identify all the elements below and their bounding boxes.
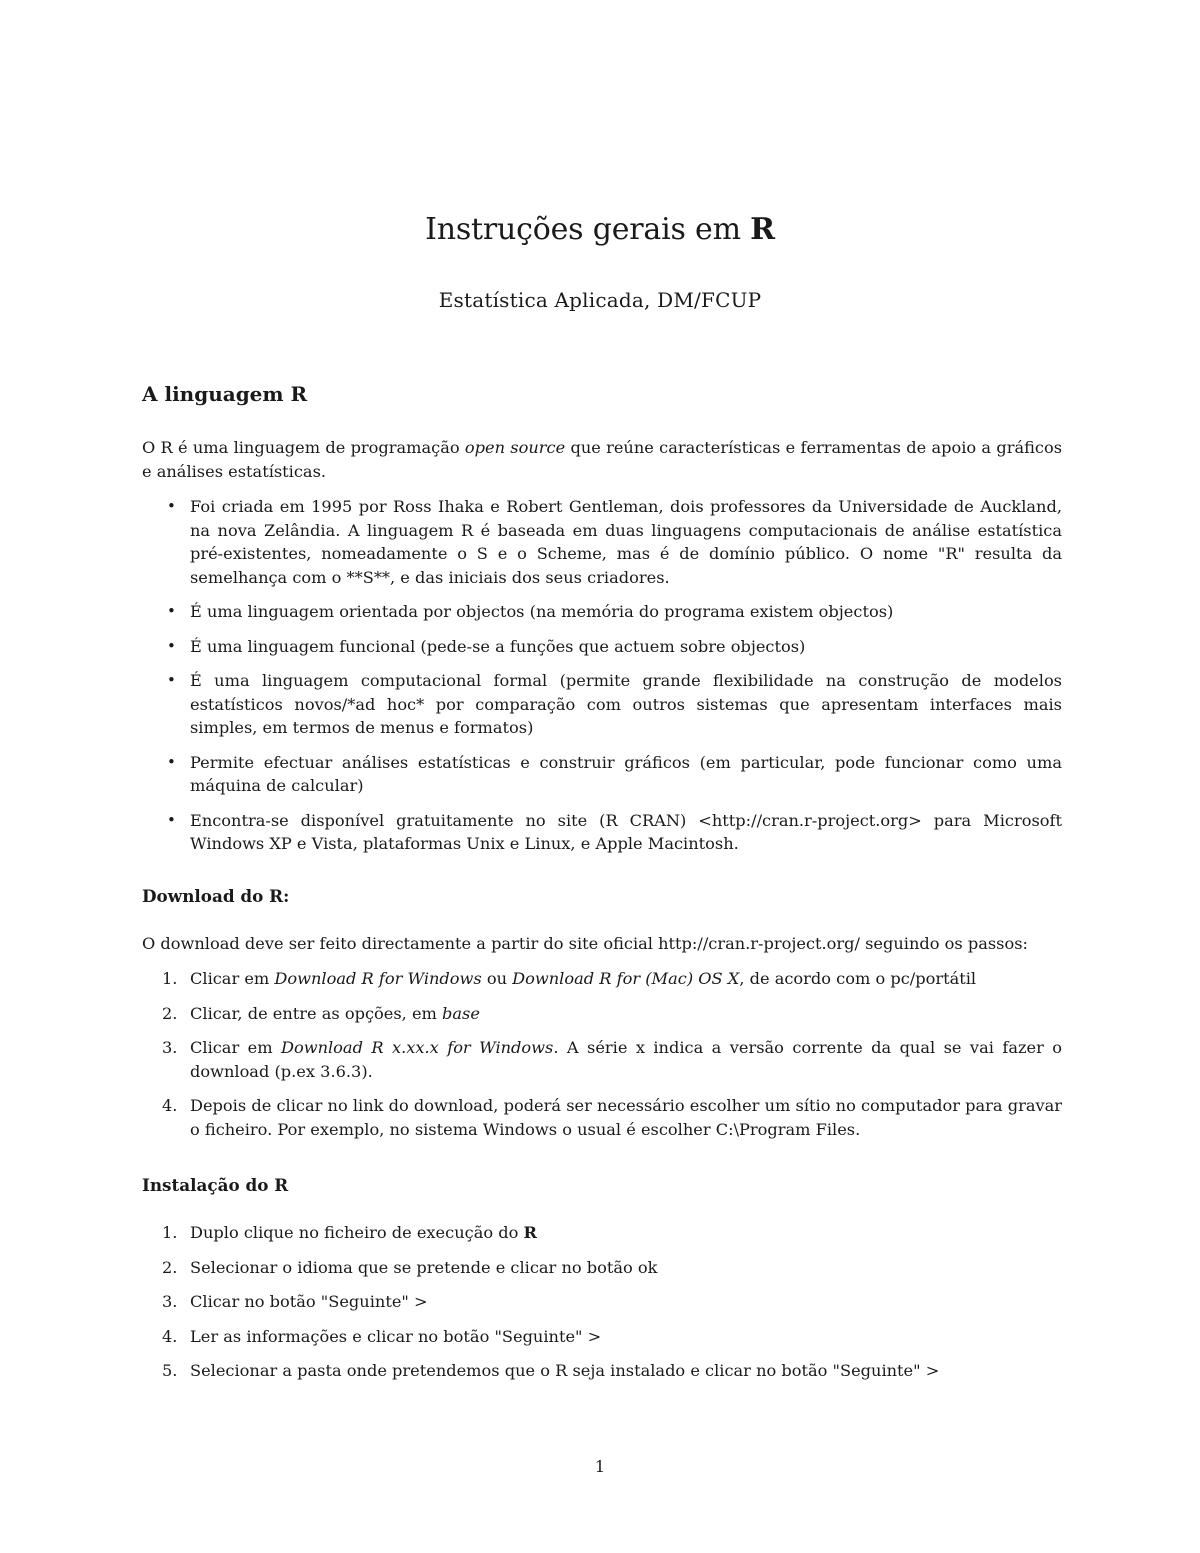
- list-item: 2. Clicar, de entre as opções, em base: [162, 1003, 480, 1023]
- title-emphasis: R: [750, 212, 775, 247]
- list-item: 4. Depois de clicar no link do download, poderá ser necessário escolher um sítio no computador para gravar o ficheiro. Por exemplo, no sistema Windows o usual é escolher C:\Program Files.: [162, 1096, 1062, 1139]
- list-item: 3. Clicar em Download R x.xx.x for Windows. A série x indica a versão corrente da qual se vai fazer o download (p.ex 3.6.3).: [162, 1038, 1062, 1081]
- list-item: • É uma linguagem funcional (pede-se a funções que actuem sobre objectos): [142, 635, 1062, 659]
- list-item: • Encontra-se disponível gratuitamente no site (R CRAN) <http://cran.r-project.org> para Microsoft Windows XP e Vista, plataformas Unix e Linux, e Apple Macintosh.: [142, 809, 1062, 856]
- page-subtitle: Estatística Aplicada, DM/FCUP: [438, 288, 762, 312]
- title-text: Instruções gerais em: [425, 212, 741, 247]
- page-title: [0, 212, 1200, 247]
- feature-list: [142, 495, 1062, 856]
- section-linguagem: [142, 380, 1062, 856]
- list-item: • Foi criada em 1995 por Ross Ihaka e Robert Gentleman, dois professores da Universidade de Auckland, na nova Zelândia. A linguagem R é baseada em duas linguagens computacionais de análise estatística pré-existentes, nomeadamente o S e o Scheme, mas é de domínio público. O nome "R" resulta da semelhança com o **S**, e das iniciais dos seus criadores.: [142, 495, 1062, 589]
- list-item: 1. Duplo clique no ficheiro de execução do R: [162, 1223, 537, 1242]
- list-item: 1. Clicar em Download R for Windows ou Download R for (Mac) OS X, de acordo com o pc/portátil: [162, 969, 977, 988]
- section-heading: Instalação do R: [142, 1175, 289, 1195]
- install-steps: [142, 1221, 1062, 1383]
- page-number: 1: [594, 1457, 606, 1476]
- section-heading: A linguagem R: [142, 382, 308, 406]
- document-body: [142, 380, 1062, 1394]
- list-item: 4. Ler as informações e clicar no botão "Seguinte" >: [162, 1326, 602, 1346]
- intro-paragraph: O R é uma linguagem de programação open source que reúne características e ferramentas de apoio a gráficos e análises estatísticas.: [142, 438, 1063, 481]
- intro-paragraph: O download deve ser feito directamente a partir do site oficial http://cran.r-project.org/ seguindo os passos:: [142, 933, 1028, 953]
- list-item: • É uma linguagem orientada por objectos (na memória do programa existem objectos): [142, 600, 1062, 624]
- list-item: 5. Selecionar a pasta onde pretendemos que o R seja instalado e clicar no botão "Seguinte" >: [162, 1361, 940, 1380]
- download-steps: [142, 967, 1062, 1141]
- list-item: 2. Selecionar o idioma que se pretende e clicar no botão ok: [162, 1257, 658, 1277]
- list-item: • É uma linguagem computacional formal (permite grande flexibilidade na construção de modelos estatísticos novos/*ad hoc* por comparação com outros sistemas que apresentam interfaces mais simples, em termos de menus e formatos): [142, 669, 1062, 740]
- section-heading: Download do R:: [142, 885, 290, 906]
- list-item: 3. Clicar no botão "Seguinte" >: [162, 1292, 428, 1311]
- section-download: [142, 884, 1062, 1142]
- list-item: • Permite efectuar análises estatísticas e construir gráficos (em particular, pode funcionar como uma máquina de calcular): [142, 751, 1062, 798]
- section-instalacao: [142, 1173, 1062, 1383]
